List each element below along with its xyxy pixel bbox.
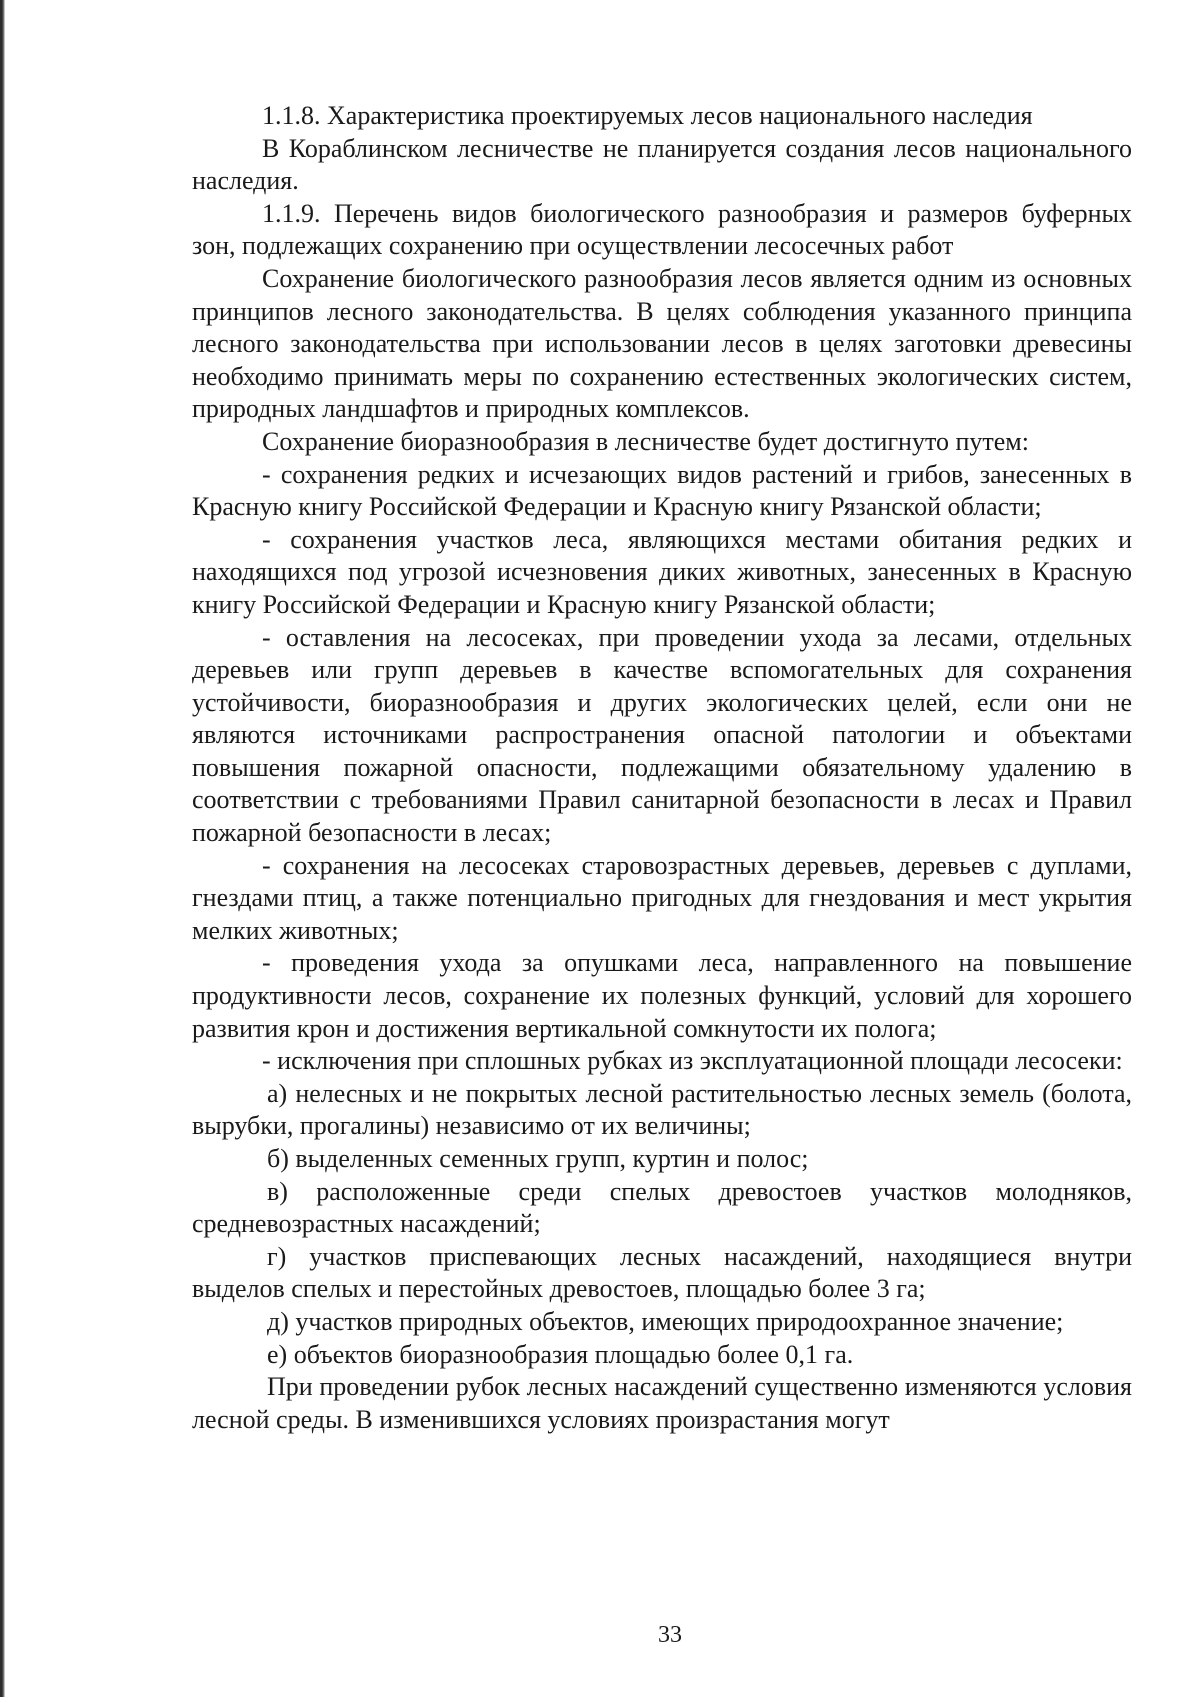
section-heading-1-1-8: 1.1.8. Характеристика проектируемых лесов национального наследия [262, 101, 1033, 130]
sub-list-item: е) объектов биоразнообразия площадью более 0,1 га. [267, 1339, 854, 1369]
paragraph: Сохранение биологического разнообразия лесов является одним из основных принципов лесного законодательства. В целях соблюдения указанного принципа лесного законодательства при использовании лесов в целях заготовки древесины необходимо принимать меры по сохранению естественных экологических систем, природных ландшафтов и природных комплексов. [192, 263, 1132, 424]
list-item: - проведения ухода за опушками леса, направленного на повышение продуктивности лесов, сохранение их полезных функций, условий для хорошего развития крон и достижения вертикальной сомкнутости их полога; [192, 948, 1132, 1043]
list-item: - сохранения участков леса, являющихся местами обитания редких и находящихся под угрозой исчезновения диких животных, занесенных в Красную книгу Российской Федерации и Красную книгу Рязанской области; [192, 524, 1132, 619]
list-item: - сохранения на лесосеках старовозрастных деревьев, деревьев с дуплами, гнездами птиц, а также потенциально пригодных для гнездования и мест укрытия мелких животных; [192, 850, 1132, 945]
page-body [192, 100, 1132, 1436]
page-number: 33 [658, 1622, 682, 1648]
sub-list-item: в) расположенные среди спелых древостоев участков молодняков, средневозрастных насаждений; [192, 1176, 1132, 1239]
list-item: - сохранения редких и исчезающих видов растений и грибов, занесенных в Красную книгу Российской Федерации и Красную книгу Рязанской области; [192, 459, 1132, 522]
sub-list-item: г) участков приспевающих лесных насаждений, находящиеся внутри выделов спелых и перестойных древостоев, площадью более 3 га; [192, 1241, 1132, 1304]
binding-edge [0, 0, 5, 1697]
paragraph: Сохранение биоразнообразия в лесничестве будет достигнуто путем: [262, 426, 1029, 456]
list-item: - оставления на лесосеках, при проведении ухода за лесами, отдельных деревьев или групп деревьев в качестве вспомогательных для сохранения устойчивости, биоразнообразия и других экологических целей, если они не являются источниками распространения опасной патологии и объектами повышения пожарной опасности, подлежащими обязательному удалению в соответствии с требованиями Правил санитарной безопасности в лесах и Правил пожарной безопасности в лесах; [192, 622, 1132, 848]
sub-list-item: б) выделенных семенных групп, куртин и полос; [267, 1144, 809, 1173]
paragraph: При проведении рубок лесных насаждений существенно изменяются условия лесной среды. В изменившихся условиях произрастания могут [192, 1372, 1132, 1434]
section-heading-1-1-9: 1.1.9. Перечень видов биологического разнообразия и размеров буферных зон, подлежащих сохранению при осуществлении лесосечных работ [192, 198, 1132, 261]
sub-list-item: а) нелесных и не покрытых лесной растительностью лесных земель (болота, вырубки, прогалины) независимо от их величины; [192, 1078, 1132, 1141]
paragraph: В Кораблинском лесничестве не планируется создания лесов национального наследия. [192, 133, 1132, 196]
list-item: - исключения при сплошных рубках из эксплуатационной площади лесосеки: [262, 1046, 1123, 1076]
sub-list-item: д) участков природных объектов, имеющих природоохранное значение; [267, 1306, 1064, 1336]
